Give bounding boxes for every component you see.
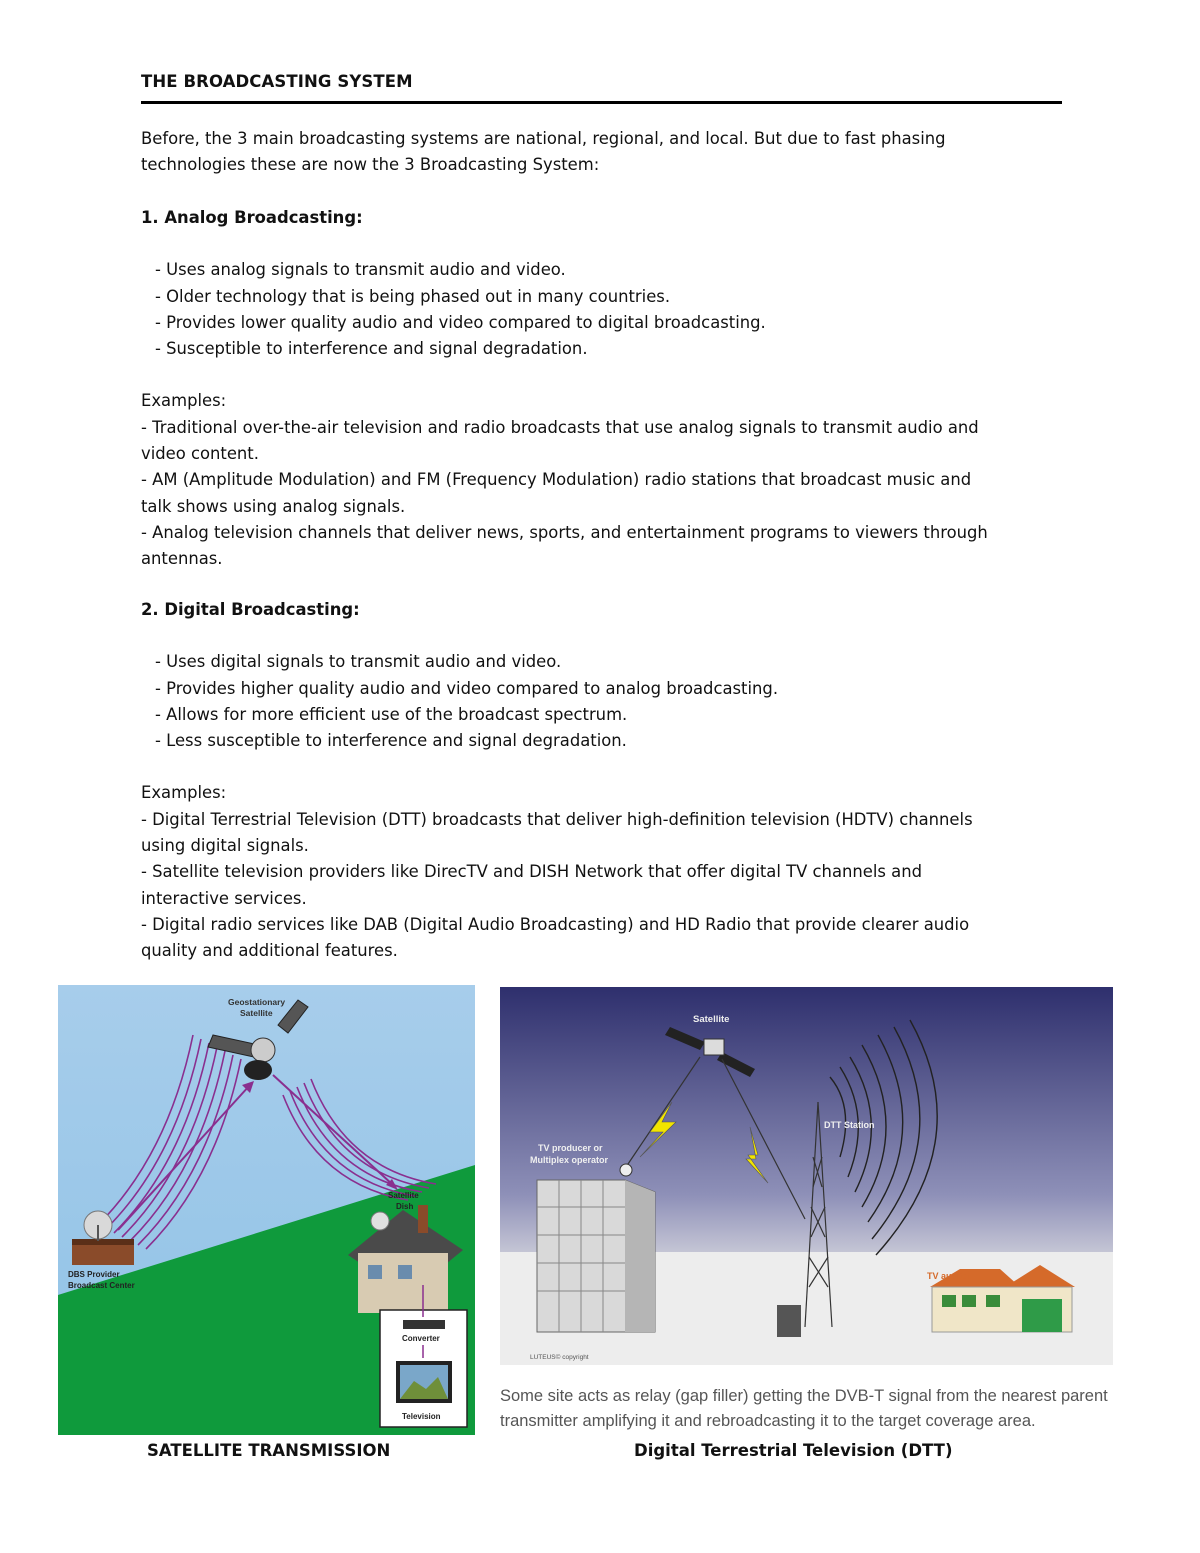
section-heading-digital: 2. Digital Broadcasting: [141, 600, 360, 619]
example-line: - AM (Amplitude Modulation) and FM (Frequency Modulation) radio stations that broadcast music and [141, 470, 972, 490]
dtt-illustration [500, 987, 1113, 1365]
example-line: - Satellite television providers like DirecTV and DISH Network that offer digital TV channels and [141, 862, 922, 882]
text-line: Before, the 3 main broadcasting systems are national, regional, and local. But due to fast phasing [141, 129, 946, 148]
bullet-item: - Susceptible to interference and signal degradation. [155, 339, 588, 359]
dtt-relay-note [500, 1384, 1120, 1434]
converter-box-icon [403, 1320, 445, 1329]
producer-label-line: TV producer or [538, 1143, 603, 1153]
example-line: quality and additional features. [141, 941, 398, 961]
satellite-label-line: Satellite [240, 1008, 273, 1018]
analog-section [141, 205, 1061, 573]
example-line: interactive services. [141, 888, 307, 908]
example-line: using digital signals. [141, 836, 309, 856]
examples-label: Examples: [141, 391, 227, 411]
digital-section [141, 597, 1061, 965]
dtt-station-label: DTT Station [824, 1120, 875, 1130]
page-title: THE BROADCASTING SYSTEM [141, 72, 413, 91]
example-line: video content. [141, 444, 259, 464]
bullet-item: - Older technology that is being phased out in many countries. [155, 286, 671, 306]
bullet-item: - Provides lower quality audio and video compared to digital broadcasting. [155, 312, 766, 332]
intro-paragraph [141, 126, 1061, 179]
bullet-item: - Less susceptible to interference and signal degradation. [155, 731, 627, 751]
note-line: Some site acts as relay (gap filler) getting the DVB-T signal from the nearest parent [500, 1387, 1108, 1405]
satellite-label-line: Geostationary [228, 997, 286, 1007]
converter-label: Converter [402, 1334, 440, 1343]
producer-label-line: Multiplex operator [530, 1155, 609, 1165]
dish-label-line: Dish [396, 1202, 414, 1211]
bullet-item: - Uses digital signals to transmit audio and video. [155, 652, 562, 672]
satellite-transmission-illustration [58, 985, 475, 1435]
copyright-text: LUTEUS© copyright [530, 1354, 589, 1361]
equipment-shelter [777, 1305, 801, 1337]
television-label: Television [402, 1412, 441, 1421]
caption-dtt: Digital Terrestrial Television (DTT) [634, 1441, 953, 1460]
text-line: technologies these are now the 3 Broadcasting System: [141, 155, 600, 175]
example-line: - Digital radio services like DAB (Digital Audio Broadcasting) and HD Radio that provide clearer audio [141, 914, 970, 934]
dish-label-line: Satellite [388, 1191, 419, 1200]
example-line: - Digital Terrestrial Television (DTT) broadcasts that deliver high-definition television (HDTV) channels [141, 809, 973, 829]
bullet-item: - Allows for more efficient use of the broadcast spectrum. [155, 704, 628, 724]
bullet-item: - Provides higher quality audio and video compared to analog broadcasting. [155, 678, 779, 698]
provider-label-line: DBS Provider [68, 1270, 120, 1279]
example-line: - Traditional over-the-air television and radio broadcasts that use analog signals to transmit audio and [141, 417, 979, 437]
section-heading-analog: 1. Analog Broadcasting: [141, 208, 363, 227]
example-line: antennas. [141, 549, 223, 569]
title-divider [141, 101, 1062, 104]
example-line: talk shows using analog signals. [141, 496, 406, 516]
example-line: - Analog television channels that deliver news, sports, and entertainment programs to viewers through [141, 522, 988, 542]
satellite-label: Satellite [693, 1014, 730, 1025]
examples-label: Examples: [141, 783, 227, 803]
note-line: transmitter amplifying it and rebroadcasting it to the target coverage area. [500, 1412, 1036, 1430]
office-building-icon [537, 1164, 655, 1332]
provider-label-line: Broadcast Center [68, 1281, 135, 1290]
tv-auditor-label: TV auditor [927, 1271, 972, 1281]
caption-satellite-transmission: SATELLITE TRANSMISSION [147, 1441, 391, 1460]
bullet-item: - Uses analog signals to transmit audio and video. [155, 260, 566, 280]
